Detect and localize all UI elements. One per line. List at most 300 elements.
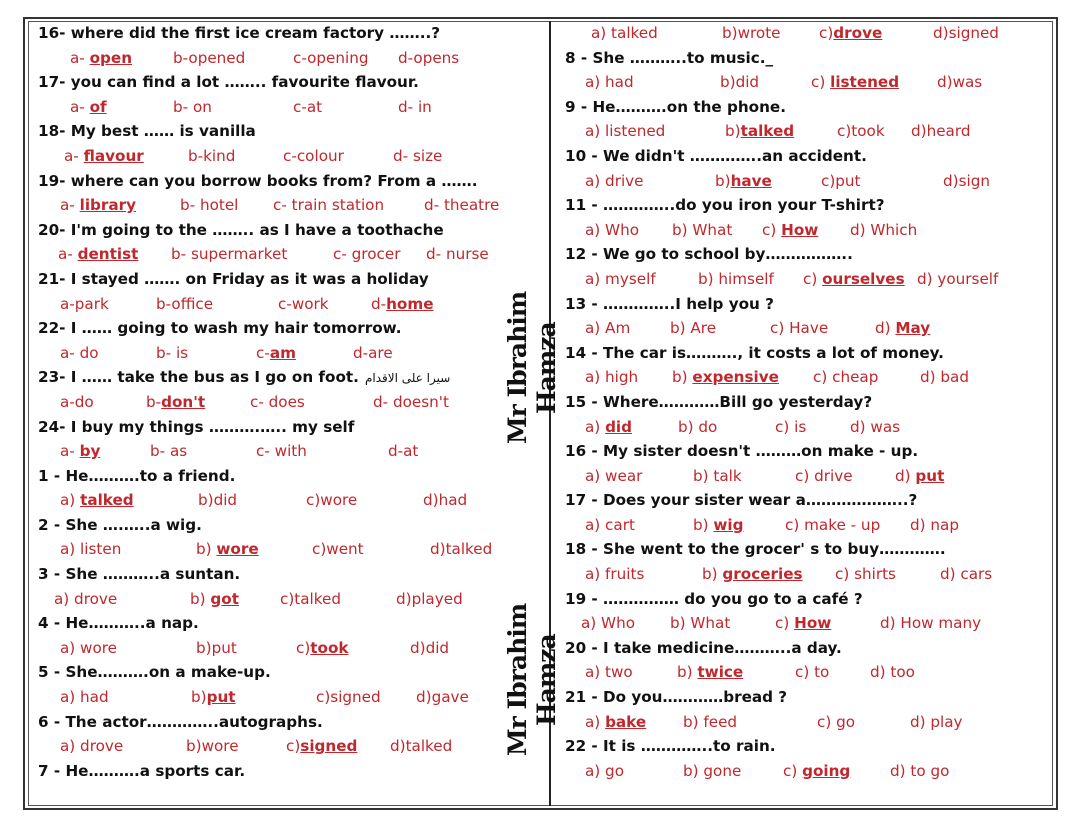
question-text	[38, 169, 543, 194]
options-row	[38, 242, 543, 267]
answer-word: am	[269, 343, 296, 362]
answer-option	[273, 193, 384, 218]
option-label: a-park	[60, 294, 109, 313]
options-row	[565, 513, 1050, 538]
options-row	[565, 21, 1050, 46]
option-label: b- hotel	[180, 196, 239, 215]
question-text	[38, 218, 543, 243]
option-label: c) drive	[795, 466, 853, 485]
option-label: b- on	[173, 97, 212, 116]
answer-word: by	[79, 442, 101, 461]
options-row	[565, 415, 1050, 440]
answer-option	[198, 488, 237, 513]
correct-answer-option	[585, 710, 646, 735]
question-stem: 24- I buy my things ……….….. my self	[38, 417, 355, 436]
option-label: c)	[803, 269, 823, 288]
answer-option	[585, 267, 656, 292]
correct-answer-option	[672, 365, 779, 390]
option-label: a-	[58, 245, 78, 264]
option-label: c-colour	[283, 146, 344, 165]
option-label: b- is	[156, 343, 189, 362]
option-label: a)	[585, 712, 606, 731]
answer-option	[430, 537, 492, 562]
answer-word: put	[915, 466, 945, 485]
answer-option	[585, 218, 639, 243]
option-label: c-	[256, 343, 270, 362]
answer-option	[353, 341, 393, 366]
question-text	[565, 488, 1050, 513]
question-stem: 19- where can you borrow books from? From a …….	[38, 171, 478, 190]
answer-word: twice	[697, 663, 744, 682]
question-text	[38, 710, 543, 735]
option-label: d)sign	[943, 171, 990, 190]
answer-word: groceries	[722, 565, 803, 584]
answer-option	[156, 292, 213, 317]
option-label: d)talked	[430, 540, 493, 559]
option-label: b-	[146, 392, 162, 411]
arabic-gloss: سيرا على الاقدام	[364, 371, 451, 386]
answer-option	[398, 95, 432, 120]
option-label: b- supermarket	[171, 245, 288, 264]
answer-option	[693, 464, 742, 489]
options-row	[38, 439, 543, 464]
option-label: a) fruits	[585, 565, 645, 584]
options-row	[565, 464, 1050, 489]
option-label: d)	[875, 319, 896, 338]
option-label: b) do	[678, 417, 718, 436]
question-stem: 21- I stayed ……. on Friday as it was a holiday	[38, 269, 429, 288]
question-stem: 2 - She ….…..a wig.	[38, 515, 202, 534]
option-label: a) wear	[585, 466, 643, 485]
answer-option	[910, 513, 959, 538]
question-text	[38, 562, 543, 587]
answer-option	[373, 390, 449, 415]
answer-word: have	[730, 171, 772, 190]
option-label: d)	[895, 466, 916, 485]
options-row	[565, 710, 1050, 735]
question-text	[38, 660, 543, 685]
answer-option	[426, 242, 489, 267]
options-row	[565, 316, 1050, 341]
option-label: a) cart	[585, 515, 635, 534]
answer-option	[585, 562, 644, 587]
correct-answer-option	[811, 70, 899, 95]
option-label: b) himself	[698, 269, 774, 288]
answer-option	[670, 316, 716, 341]
answer-option	[795, 660, 829, 685]
answer-option	[940, 562, 992, 587]
question-stem: 4 - He………..a nap.	[38, 614, 199, 633]
correct-answer-option	[895, 464, 944, 489]
option-label: b)did	[198, 491, 238, 510]
option-label: b-office	[156, 294, 214, 313]
answer-option	[585, 70, 634, 95]
options-row	[565, 611, 1050, 636]
option-label: b)	[196, 540, 217, 559]
answer-option	[585, 759, 624, 784]
answer-option	[186, 734, 239, 759]
answer-option	[817, 710, 855, 735]
answer-word: talked	[740, 122, 795, 141]
answer-option	[60, 341, 99, 366]
answer-word: don't	[161, 392, 206, 411]
question-stem: 16- where did the first ice cream factory ……..?	[38, 24, 441, 42]
answer-option	[943, 169, 990, 194]
author-watermark: Mr Ibrahim Hamza	[503, 603, 561, 757]
question-text	[565, 144, 1050, 169]
correct-answer-option	[775, 611, 831, 636]
answer-word: did	[605, 417, 633, 436]
answer-option	[424, 193, 499, 218]
answer-option	[585, 365, 638, 390]
question-stem: 6 - The actor…………..autographs.	[38, 712, 323, 731]
option-label: a)	[585, 417, 606, 436]
question-stem: 23- I …… take the bus as I go on foot.	[38, 368, 359, 387]
answer-option	[672, 218, 732, 243]
answer-word: drove	[833, 24, 883, 42]
question-stem: 9 - He……….on the phone.	[565, 97, 786, 116]
answer-word: of	[89, 97, 107, 116]
question-text	[565, 46, 1050, 71]
question-text	[565, 685, 1050, 710]
answer-option	[835, 562, 896, 587]
option-label: b-opened	[173, 48, 246, 67]
option-label: a) listen	[60, 540, 122, 559]
correct-answer-option	[693, 513, 744, 538]
option-label: d) to go	[890, 761, 950, 780]
answer-option	[870, 660, 915, 685]
options-row	[38, 144, 543, 169]
option-label: b)	[672, 368, 693, 387]
option-label: a) drive	[585, 171, 644, 190]
question-text	[38, 267, 543, 292]
answer-option	[585, 316, 630, 341]
answer-option	[256, 439, 307, 464]
option-label: a)	[60, 491, 81, 510]
option-label: c)	[296, 638, 311, 657]
question-text	[38, 70, 543, 95]
answer-option	[920, 365, 969, 390]
option-label: d- theatre	[424, 196, 500, 215]
question-text	[565, 734, 1050, 759]
option-label: a-	[70, 97, 90, 116]
question-stem: 20 - I take medicine………..a day.	[565, 638, 842, 657]
option-label: d-	[371, 294, 387, 313]
correct-answer-option	[371, 292, 434, 317]
option-label: c- does	[250, 392, 305, 411]
answer-option	[393, 144, 442, 169]
options-row	[38, 95, 543, 120]
answer-option	[60, 685, 109, 710]
option-label: b)wore	[186, 737, 239, 756]
options-row	[38, 587, 543, 612]
answer-option	[188, 144, 235, 169]
answer-option	[670, 611, 730, 636]
correct-answer-option	[296, 636, 349, 661]
question-stem: 13 - …………..I help you ?	[565, 294, 774, 313]
question-text	[565, 636, 1050, 661]
options-row	[565, 759, 1050, 784]
option-label: d- size	[393, 146, 443, 165]
option-label: a) Who	[581, 614, 635, 633]
correct-answer-option	[64, 144, 144, 169]
correct-answer-option	[715, 169, 772, 194]
question-stem: 20- I'm going to the …….. as I have a toothache	[38, 220, 444, 239]
options-row	[38, 193, 543, 218]
option-label: c)wore	[306, 491, 358, 510]
correct-answer-option	[256, 341, 296, 366]
question-stem: 3 - She ………..a suntan.	[38, 565, 241, 584]
answer-word: dentist	[77, 245, 139, 264]
options-row	[565, 562, 1050, 587]
option-label: d)had	[423, 491, 468, 510]
answer-option	[937, 70, 982, 95]
answer-option	[60, 636, 117, 661]
answer-option	[720, 70, 759, 95]
answer-option	[196, 636, 237, 661]
answer-option	[398, 46, 459, 71]
option-label: a-	[64, 146, 84, 165]
option-label: d) too	[870, 663, 915, 682]
answer-option	[156, 341, 188, 366]
correct-answer-option	[190, 587, 239, 612]
option-label: a) myself	[585, 269, 656, 288]
question-text	[38, 21, 543, 46]
option-label: c)	[286, 737, 301, 756]
answer-word: How	[794, 614, 832, 633]
option-label: c) Have	[770, 319, 829, 338]
option-label: b) Are	[670, 319, 717, 338]
option-label: c)talked	[280, 589, 341, 608]
option-label: d- doesn't	[373, 392, 449, 411]
option-label: d)gave	[416, 688, 469, 707]
option-label: b)put	[196, 638, 237, 657]
option-label: a) had	[585, 73, 634, 92]
question-stem: 21 - Do you…………bread ?	[565, 688, 788, 707]
option-label: a- do	[60, 343, 99, 362]
answer-word: ourselves	[822, 269, 905, 288]
option-label: a) high	[585, 368, 639, 387]
option-label: d- in	[398, 97, 432, 116]
question-stem: 7 - He……….a sports car.	[38, 761, 246, 780]
option-label: c)signed	[316, 688, 381, 707]
options-row	[38, 685, 543, 710]
answer-word: bake	[605, 712, 647, 731]
left-column	[38, 21, 543, 783]
correct-answer-option	[875, 316, 930, 341]
answer-option	[770, 316, 828, 341]
question-text	[38, 316, 543, 341]
options-row	[38, 488, 543, 513]
answer-option	[306, 488, 357, 513]
question-text	[565, 537, 1050, 562]
option-label: c-work	[278, 294, 329, 313]
correct-answer-option	[286, 734, 357, 759]
answer-option	[683, 710, 737, 735]
options-row	[38, 46, 543, 71]
answer-option	[60, 734, 123, 759]
correct-answer-option	[70, 46, 132, 71]
correct-answer-option	[196, 537, 259, 562]
option-label: d) Which	[850, 220, 918, 239]
question-text	[565, 193, 1050, 218]
option-label: a) drove	[54, 589, 118, 608]
option-label: a) go	[585, 761, 624, 780]
question-stem: 19 - …………… do you go to a café ?	[565, 589, 863, 608]
options-row	[38, 734, 543, 759]
option-label: d-opens	[398, 48, 460, 67]
answer-word: May	[895, 319, 931, 338]
correct-answer-option	[60, 439, 100, 464]
options-row	[38, 292, 543, 317]
option-label: b)	[715, 171, 731, 190]
question-text	[565, 292, 1050, 317]
correct-answer-option	[585, 415, 632, 440]
question-stem: 18- My best …… is vanilla	[38, 122, 256, 141]
correct-answer-option	[762, 218, 818, 243]
question-text	[38, 464, 543, 489]
option-label: a) had	[60, 688, 109, 707]
question-stem: 16 - My sister doesn't ………on make - up.	[565, 442, 919, 461]
question-stem: 8 - She ………..to music._	[565, 48, 774, 67]
option-label: a) drove	[60, 737, 124, 756]
option-label: d)was	[937, 73, 983, 92]
answer-option	[722, 21, 781, 46]
answer-option	[585, 119, 665, 144]
answer-option	[416, 685, 469, 710]
option-label: a) talked	[591, 24, 658, 42]
answer-option	[396, 587, 463, 612]
answer-word: flavour	[83, 146, 144, 165]
option-label: b) What	[670, 614, 731, 633]
answer-option	[775, 415, 806, 440]
question-stem: 11 - …………..do you iron your T-shirt?	[565, 196, 885, 215]
answer-option	[60, 292, 109, 317]
option-label: c- grocer	[333, 245, 401, 264]
correct-answer-option	[60, 488, 134, 513]
answer-word: wig	[713, 515, 744, 534]
options-row	[38, 636, 543, 661]
option-label: b-kind	[188, 146, 236, 165]
answer-option	[585, 513, 635, 538]
option-label: b) gone	[683, 761, 742, 780]
question-stem: 1 - He……….to a friend.	[38, 466, 236, 485]
correct-answer-option	[725, 119, 794, 144]
option-label: d-are	[353, 343, 393, 362]
correct-answer-option	[702, 562, 803, 587]
option-label: a) Who	[585, 220, 639, 239]
answer-option	[180, 193, 238, 218]
question-stem: 22 - It is …………..to rain.	[565, 737, 776, 756]
question-stem: 15 - Where…………Bill go yesterday?	[565, 392, 873, 411]
option-label: d)played	[396, 589, 463, 608]
option-label: a) wore	[60, 638, 118, 657]
option-label: a-	[60, 442, 80, 461]
answer-option	[933, 21, 999, 46]
option-label: d) was	[850, 417, 901, 436]
answer-word: How	[781, 220, 819, 239]
answer-word: talked	[80, 491, 134, 510]
option-label: a-	[60, 196, 80, 215]
option-label: d) bad	[920, 368, 969, 387]
correct-answer-option	[819, 21, 882, 46]
answer-option	[890, 759, 949, 784]
correct-answer-option	[70, 95, 107, 120]
question-text	[38, 611, 543, 636]
option-label: b) What	[672, 220, 733, 239]
answer-word: home	[386, 294, 434, 313]
answer-word: wore	[216, 540, 259, 559]
answer-option	[683, 759, 741, 784]
answer-option	[821, 169, 861, 194]
options-row	[565, 660, 1050, 685]
answer-option	[173, 46, 245, 71]
option-label: d) How many	[880, 614, 982, 633]
option-label: b)did	[720, 73, 760, 92]
correct-answer-option	[146, 390, 205, 415]
answer-option	[312, 537, 364, 562]
answer-option	[60, 390, 94, 415]
options-row	[565, 218, 1050, 243]
question-text	[38, 119, 543, 144]
option-label: a) listened	[585, 122, 666, 141]
answer-option	[390, 734, 452, 759]
option-label: b- as	[150, 442, 188, 461]
option-label: d)heard	[911, 122, 971, 141]
options-row	[565, 119, 1050, 144]
question-text	[565, 242, 1050, 267]
option-label: d) play	[910, 712, 963, 731]
option-label: c) is	[775, 417, 807, 436]
question-text	[565, 390, 1050, 415]
option-label: c) to	[795, 663, 830, 682]
correct-answer-option	[58, 242, 138, 267]
option-label: b)	[702, 565, 723, 584]
option-label: b)wrote	[722, 24, 781, 42]
options-row	[565, 267, 1050, 292]
option-label: a-	[70, 48, 90, 67]
option-label: d)signed	[933, 24, 999, 42]
option-label: c-at	[293, 97, 323, 116]
question-stem: 12 - We go to school by……………..	[565, 245, 853, 264]
option-label: c)	[811, 73, 831, 92]
question-text	[565, 439, 1050, 464]
option-label: c-opening	[293, 48, 369, 67]
option-label: c- with	[256, 442, 307, 461]
answer-option	[911, 119, 970, 144]
answer-option	[283, 144, 344, 169]
option-label: d- nurse	[426, 245, 489, 264]
answer-option	[591, 21, 658, 46]
options-row	[38, 537, 543, 562]
question-text	[565, 587, 1050, 612]
question-stem: 14 - The car is………., it costs a lot of money.	[565, 343, 944, 362]
correct-answer-option	[783, 759, 850, 784]
option-label: c)took	[837, 122, 885, 141]
question-stem: 17- you can find a lot …….. favourite flavour.	[38, 73, 419, 92]
options-row	[38, 390, 543, 415]
answer-option	[173, 95, 212, 120]
answer-word: took	[310, 638, 349, 657]
answer-option	[917, 267, 998, 292]
option-label: c) cheap	[813, 368, 879, 387]
answer-option	[278, 292, 329, 317]
correct-answer-option	[191, 685, 236, 710]
option-label: b)	[191, 688, 207, 707]
option-label: b)	[190, 589, 211, 608]
answer-word: library	[79, 196, 137, 215]
option-label: b)	[693, 515, 714, 534]
